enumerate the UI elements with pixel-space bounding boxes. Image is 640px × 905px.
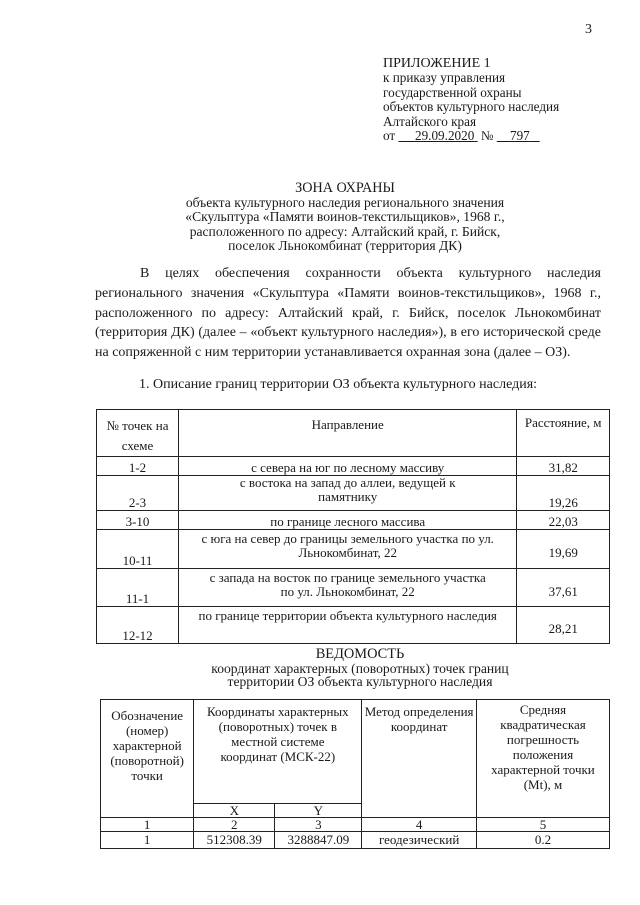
- table-row: [97, 530, 610, 569]
- table-row: [97, 457, 610, 476]
- vedomost-line: территории ОЗ объекта культурного наследия: [227, 674, 493, 690]
- cell-points: 3-10: [97, 511, 179, 530]
- cell-points: 11-1: [97, 569, 179, 607]
- cell-designation: 1: [101, 832, 194, 849]
- cell-error: 0.2: [476, 832, 609, 849]
- cell-distance: 19,69: [517, 530, 610, 569]
- boundary-table: [96, 409, 610, 644]
- heading-line: объекта культурного наследия регионального значения: [185, 194, 505, 210]
- cell-points: 2-3: [97, 476, 179, 511]
- cell-points: 12-12: [97, 607, 179, 644]
- cell-direction: по границе территории объекта культурного наследия: [179, 607, 517, 644]
- appendix-line: Алтайского края: [383, 113, 477, 129]
- header-points: № точек на схеме: [97, 410, 179, 457]
- table-row: [101, 832, 610, 849]
- table-header-row: [97, 410, 610, 457]
- cell-distance: 28,21: [517, 607, 610, 644]
- cell-method: геодезический: [362, 832, 477, 849]
- cell-direction: с юга на север до границы земельного участка по ул. Льнокомбинат, 22: [179, 530, 517, 569]
- cell-distance: 31,82: [517, 457, 610, 476]
- cell-direction: по границе лесного массива: [179, 511, 517, 530]
- section-heading: 1. Описание границ территории ОЗ объекта культурного наследия:: [139, 377, 538, 392]
- cell-direction: с севера на юг по лесному массиву: [179, 457, 517, 476]
- column-number-row: [101, 818, 610, 832]
- column-number: 3: [275, 818, 362, 832]
- header-error: Средняя квадратическая погрешность положения характерной точки (Mt), м: [476, 700, 609, 818]
- appendix-title: ПРИЛОЖЕНИЕ 1: [383, 56, 491, 71]
- appendix-date-line: [383, 129, 613, 143]
- column-number: 5: [476, 818, 609, 832]
- cell-direction: с востока на запад до аллеи, ведущей к памятнику: [179, 476, 517, 511]
- intro-text: В целях обеспечения сохранности объекта культурного наследия регионального значения «Скульптура «Памяти воинов-текстильщиков», 1968 г., расположенного по адресу: Алтайский край, г. Бийск, поселок Льнокомбинат (территория ДК) (далее – «объект культурного наследия»), в его исторической среде на сопряженной с ним территории устанавливается охранная зона (далее – ОЗ).: [95, 266, 601, 361]
- table-row: [97, 476, 610, 511]
- table-row: [97, 511, 610, 530]
- header-direction: Направление: [179, 410, 517, 457]
- appendix-line: объектов культурного наследия: [383, 99, 560, 115]
- heading-line: расположенного по адресу: Алтайский край, г. Бийск,: [189, 223, 501, 239]
- order-date: 29.09.2020: [414, 128, 475, 144]
- cell-distance: 37,61: [517, 569, 610, 607]
- vedomost-title: ВЕДОМОСТЬ: [315, 646, 405, 662]
- cell-points: 1-2: [97, 457, 179, 476]
- column-number: 1: [101, 818, 194, 832]
- table-row: [97, 607, 610, 644]
- header-method: Метод определения координат: [362, 700, 477, 818]
- page-number: 3: [585, 22, 592, 37]
- number-prefix: №: [480, 128, 494, 144]
- order-number: 797: [509, 128, 530, 144]
- intro-paragraph: [95, 264, 601, 363]
- coordinates-table: [100, 699, 610, 849]
- date-prefix: от: [383, 128, 396, 144]
- cell-y: 3288847.09: [275, 832, 362, 849]
- heading-line: «Скульптура «Памяти воинов-текстильщиков», 1968 г.,: [185, 209, 505, 225]
- table-header-row: [101, 700, 610, 804]
- cell-x: 512308.39: [194, 832, 275, 849]
- heading-title: ЗОНА ОХРАНЫ: [295, 180, 395, 196]
- header-x: X: [194, 804, 275, 818]
- header-coordinates: Координаты характерных (поворотных) точек в местной системе координат (МСК-22): [194, 700, 362, 804]
- cell-distance: 22,03: [517, 511, 610, 530]
- column-number: 4: [362, 818, 477, 832]
- vedomost-line: координат характерных (поворотных) точек границ: [211, 660, 509, 676]
- cell-points: 10-11: [97, 530, 179, 569]
- cell-direction: с запада на восток по границе земельного участка по ул. Льнокомбинат, 22: [179, 569, 517, 607]
- heading-line: поселок Льнокомбинат (территория ДК): [228, 238, 462, 254]
- header-distance: Расстояние, м: [517, 410, 610, 457]
- header-y: Y: [275, 804, 362, 818]
- appendix-block: [383, 57, 613, 143]
- cell-distance: 19,26: [517, 476, 610, 511]
- document-heading: [150, 181, 540, 254]
- header-designation: Обозначение (номер) характерной (поворотной) точки: [101, 700, 194, 818]
- appendix-line: к приказу управления: [383, 70, 506, 86]
- table-row: [97, 569, 610, 607]
- column-number: 2: [194, 818, 275, 832]
- vedomost-heading: [160, 648, 560, 689]
- appendix-line: государственной охраны: [383, 84, 522, 100]
